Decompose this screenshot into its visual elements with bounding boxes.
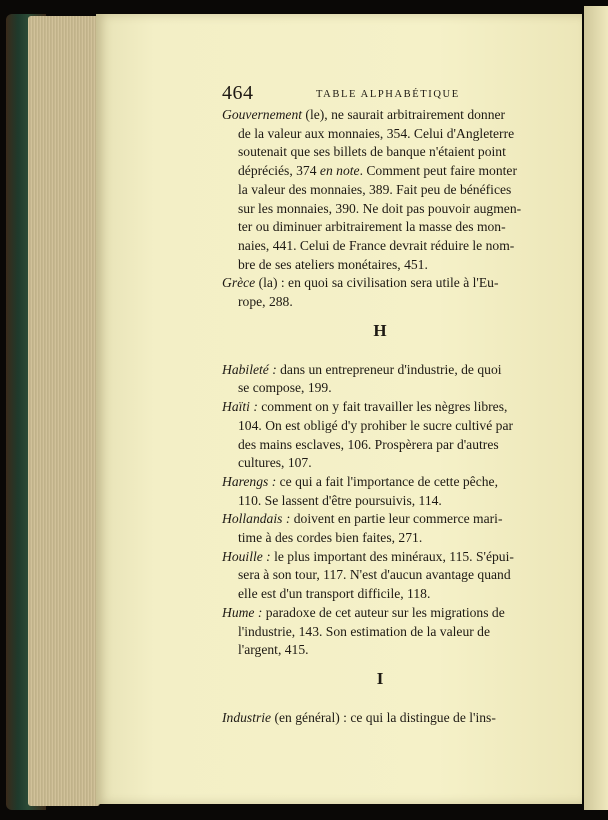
entries-h (222, 361, 538, 660)
index-term: Grèce (222, 275, 256, 291)
entry-text: paradoxe de cet auteur sur les migrations de (262, 604, 505, 620)
entry-text: (la) : en quoi sa civilisation sera utile à l'Eu- (255, 275, 499, 291)
index-entry (222, 548, 538, 604)
entry-text: la valeur des monnaies, 389. Fait peu de bénéfices (238, 181, 512, 197)
entry-text: ter ou diminuer arbitrairement la masse des mon- (238, 219, 506, 235)
facing-page-edge (584, 6, 608, 810)
entry-continuation-line (222, 454, 538, 473)
entry-text: soutenait que ses billets de banque n'étaient point (238, 144, 506, 160)
entry-text: l'industrie, 143. Son estimation de la valeur de (238, 623, 490, 639)
entries-i (222, 709, 538, 728)
entry-continuation-line (222, 200, 538, 219)
page-stack-edges (28, 16, 100, 806)
index-text (222, 106, 538, 728)
entry-text: comment on y fait travailler les nègres libres, (257, 399, 508, 415)
entry-first-line (222, 361, 538, 380)
entries-g (222, 106, 538, 312)
entry-continuation-line (222, 162, 538, 181)
entry-text: le plus important des minéraux, 115. S'épui- (270, 548, 514, 564)
entry-text: l'argent, 415. (238, 642, 309, 658)
index-term: Hume : (222, 604, 263, 620)
running-head: TABLE ALPHABÉTIQUE (316, 89, 460, 100)
entry-text: time à des cordes bien faites, 271. (238, 530, 423, 546)
entry-first-line (222, 604, 538, 623)
entry-text: 110. Se lassent d'être poursuivis, 114. (238, 492, 442, 508)
entry-text: se compose, 199. (238, 380, 332, 396)
page-header (222, 82, 538, 106)
entry-text: des mains esclaves, 106. Prospèrera par d'autres (238, 436, 499, 452)
entry-text: bre de ses ateliers monétaires, 451. (238, 256, 428, 272)
entry-continuation-line (222, 529, 538, 548)
entry-continuation-line (222, 623, 538, 642)
entry-text: sera à son tour, 117. N'est d'aucun avantage quand (238, 567, 511, 583)
entry-continuation-line (222, 237, 538, 256)
index-entry (222, 398, 538, 473)
entry-first-line (222, 473, 538, 492)
entry-continuation-line (222, 125, 538, 144)
entry-first-line (222, 398, 538, 417)
index-term: Gouvernement (222, 107, 303, 122)
index-entry (222, 604, 538, 660)
entry-continuation-line (222, 566, 538, 585)
entry-text: (en général) : ce qui la distingue de l'ins- (271, 709, 496, 725)
entry-text: ce qui a fait l'importance de cette pêche, (276, 473, 498, 489)
index-term: Industrie (222, 709, 272, 725)
index-term: Hollandais : (222, 511, 291, 527)
entry-first-line (222, 510, 538, 529)
index-entry (222, 510, 538, 547)
entry-text: naies, 441. Celui de France devrait réduire le nom- (238, 237, 515, 253)
entry-text: dans un entrepreneur d'industrie, de quoi (276, 361, 502, 377)
index-entry (222, 274, 538, 311)
entry-text: 104. On est obligé d'y prohiber le sucre cultivé par (238, 417, 514, 433)
entry-continuation-line (222, 641, 538, 660)
entry-continuation-line (222, 143, 538, 162)
index-entry (222, 473, 538, 510)
entry-first-line (222, 709, 538, 728)
entry-continuation-line (222, 379, 538, 398)
italic-reference: en note (319, 163, 360, 179)
section-letter-h: H (373, 320, 387, 340)
entry-first-line (222, 106, 538, 125)
entry-text: de la valeur aux monnaies, 354. Celui d'Angleterre (238, 125, 515, 141)
entry-continuation-line (222, 585, 538, 604)
entry-continuation-line (222, 436, 538, 455)
entry-text: dépréciés, 374 en note. Comment peut faire monter (238, 163, 517, 179)
entry-continuation-line (222, 218, 538, 237)
entry-continuation-line (222, 417, 538, 436)
entry-text: elle est d'un transport difficile, 118. (238, 586, 431, 602)
entry-first-line (222, 548, 538, 567)
entry-continuation-line (222, 181, 538, 200)
page-number: 464 (222, 82, 254, 104)
index-term: Harengs : (222, 473, 277, 489)
index-entry (222, 709, 538, 728)
entry-text: doivent en partie leur commerce mari- (290, 511, 503, 527)
entry-text: (le), ne saurait arbitrairement donner (302, 107, 506, 122)
section-letter-i: I (376, 668, 384, 688)
entry-continuation-line (222, 492, 538, 511)
entry-text: sur les monnaies, 390. Ne doit pas pouvoir augmen- (238, 200, 522, 216)
index-entry (222, 361, 538, 398)
index-entry (222, 106, 538, 274)
index-term: Habileté : (222, 361, 277, 377)
entry-continuation-line (222, 256, 538, 275)
index-term: Houille : (222, 548, 271, 564)
entry-text: cultures, 107. (238, 455, 312, 471)
entry-text: rope, 288. (238, 294, 293, 310)
entry-continuation-line (222, 293, 538, 312)
entry-first-line (222, 274, 538, 293)
index-term: Haïti : (222, 399, 258, 415)
